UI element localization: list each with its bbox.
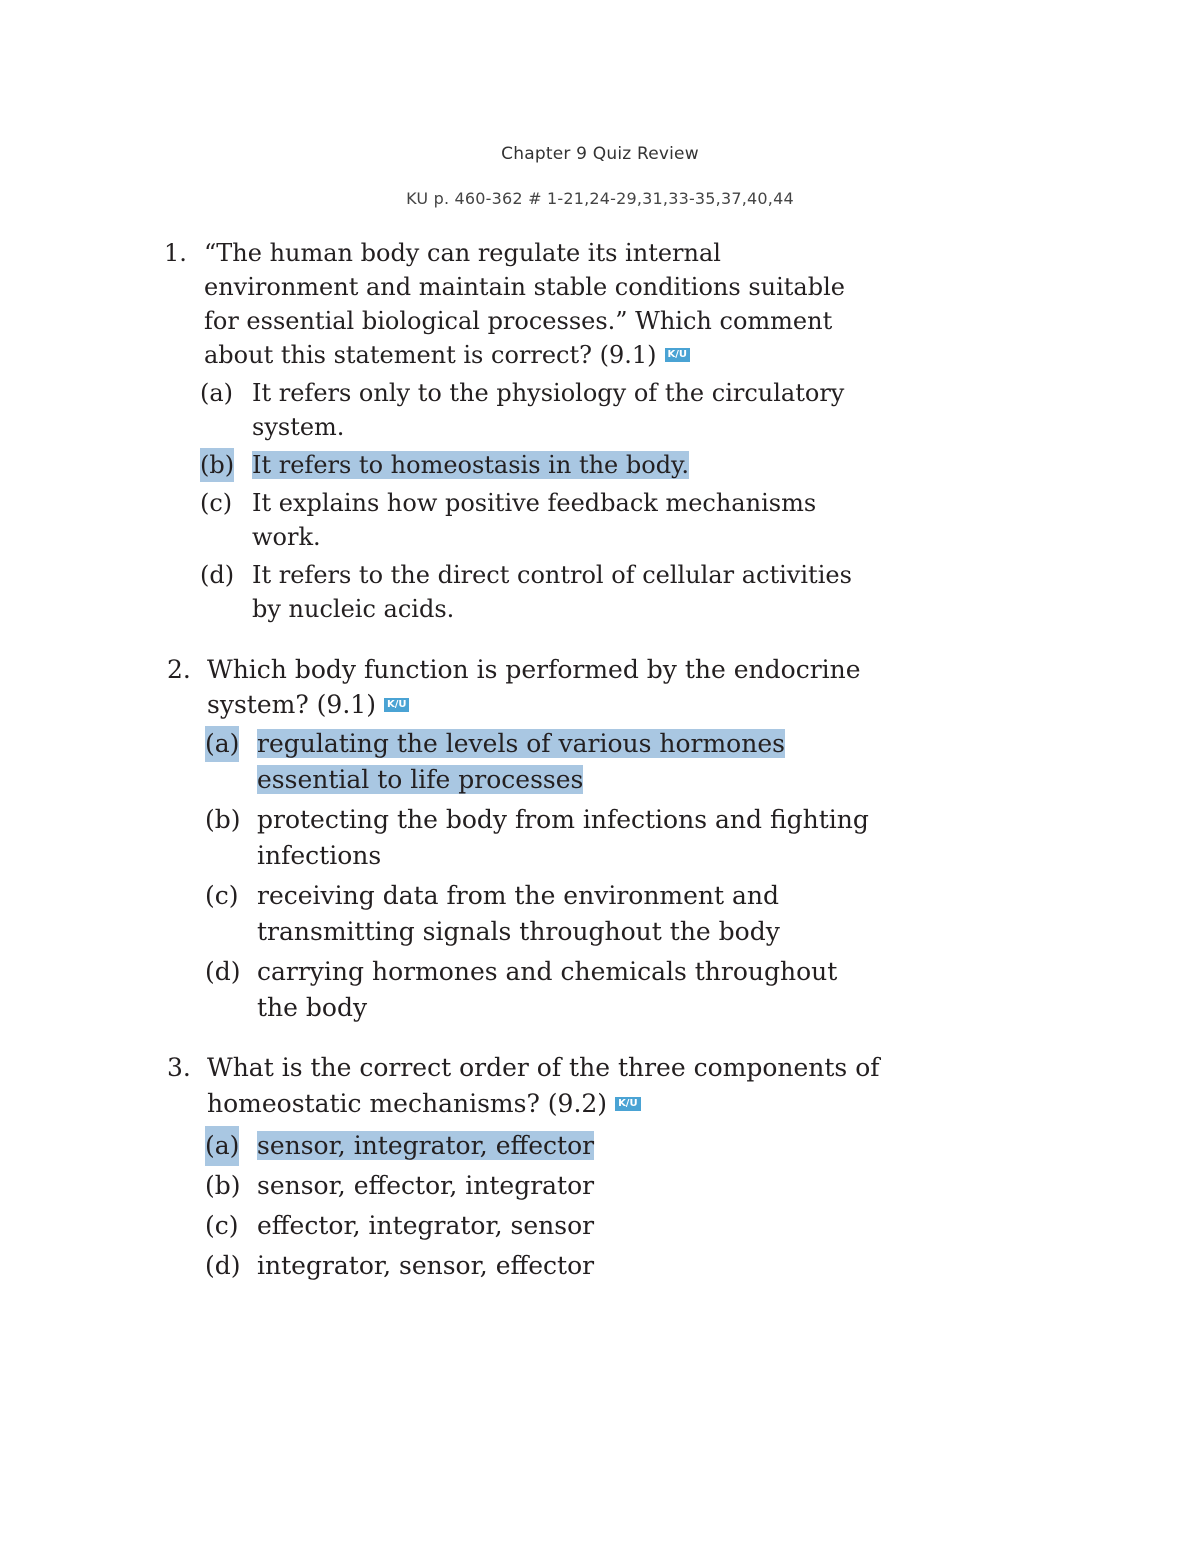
- highlighted-answer: essential to life processes: [257, 765, 584, 794]
- answer-option-a: [205, 1126, 880, 1166]
- option-letter: (c): [205, 881, 239, 910]
- answer-option-d: [200, 558, 852, 626]
- option-text: It refers to the direct control of cellular activities: [252, 561, 852, 589]
- question-line: [204, 270, 852, 304]
- question-text: What is the correct order of the three components of: [207, 1053, 880, 1082]
- option-letter: (d): [200, 561, 235, 589]
- question-text: “The human body can regulate its internal: [204, 239, 721, 267]
- answer-option-c: [205, 878, 869, 950]
- answer-option-a: [200, 376, 852, 444]
- answer-option-d: [205, 954, 869, 1026]
- answer-option-c: [205, 1206, 880, 1246]
- question-text: Which body function is performed by the endocrine: [207, 655, 861, 684]
- option-letter: (b): [205, 1171, 241, 1200]
- question-text: homeostatic mechanisms? (9.2): [207, 1089, 608, 1118]
- option-text: infections: [257, 841, 382, 870]
- question-1: [164, 236, 852, 626]
- question-number: 1.: [164, 239, 187, 267]
- question-line: [204, 338, 852, 372]
- page-subtitle: KU p. 460-362 # 1-21,24-29,31,33-35,37,40,44: [406, 189, 794, 208]
- option-letter: (a): [205, 1126, 239, 1166]
- page-title: Chapter 9 Quiz Review: [501, 144, 699, 164]
- answer-option-b: [205, 802, 869, 874]
- answer-option-b: [200, 448, 852, 482]
- option-text: the body: [257, 993, 368, 1022]
- option-letter: (a): [205, 726, 239, 762]
- question-number: 3.: [167, 1053, 191, 1082]
- question-2: [167, 652, 869, 1026]
- answer-option-c: [200, 486, 852, 554]
- answer-option-d: [205, 1246, 880, 1286]
- highlighted-answer: regulating the levels of various hormones: [257, 729, 785, 758]
- answer-option-b: [205, 1166, 880, 1206]
- option-letter: (d): [205, 957, 241, 986]
- highlighted-answer: sensor, integrator, effector: [257, 1131, 595, 1160]
- option-text: sensor, effector, integrator: [257, 1171, 595, 1200]
- option-text: It explains how positive feedback mechanisms: [252, 489, 817, 517]
- question-text: about this statement is correct? (9.1): [204, 341, 657, 369]
- question-text: environment and maintain stable conditions suitable: [204, 273, 845, 301]
- option-text: system.: [252, 413, 345, 441]
- option-text: carrying hormones and chemicals throughout: [257, 957, 838, 986]
- option-letter: (b): [205, 805, 241, 834]
- answer-option-a: [205, 726, 869, 798]
- question-line: [204, 304, 852, 338]
- option-text: by nucleic acids.: [252, 595, 455, 623]
- question-3: [167, 1050, 880, 1286]
- option-text: transmitting signals throughout the body: [257, 917, 780, 946]
- option-text: protecting the body from infections and fighting: [257, 805, 869, 834]
- question-line: [207, 1086, 880, 1122]
- option-letter: (a): [200, 379, 234, 407]
- question-number: 2.: [167, 655, 191, 684]
- option-letter: (b): [200, 448, 234, 482]
- option-letter: (d): [205, 1251, 241, 1280]
- option-text: receiving data from the environment and: [257, 881, 780, 910]
- question-line: [207, 687, 869, 722]
- option-text: It refers only to the physiology of the circulatory: [252, 379, 845, 407]
- option-letter: (c): [200, 489, 233, 517]
- question-line: [167, 652, 869, 687]
- question-text: for essential biological processes.” Which comment: [204, 307, 833, 335]
- ku-badge: K/U: [384, 698, 410, 712]
- option-letter: (c): [205, 1211, 239, 1240]
- question-text: system? (9.1): [207, 690, 376, 719]
- question-line: [164, 236, 852, 270]
- option-text: work.: [252, 523, 321, 551]
- option-text: integrator, sensor, effector: [257, 1251, 595, 1280]
- ku-badge: K/U: [615, 1097, 641, 1111]
- ku-badge: K/U: [665, 348, 691, 362]
- highlighted-answer: It refers to homeostasis in the body.: [252, 451, 690, 479]
- option-text: effector, integrator, sensor: [257, 1211, 595, 1240]
- question-line: [167, 1050, 880, 1086]
